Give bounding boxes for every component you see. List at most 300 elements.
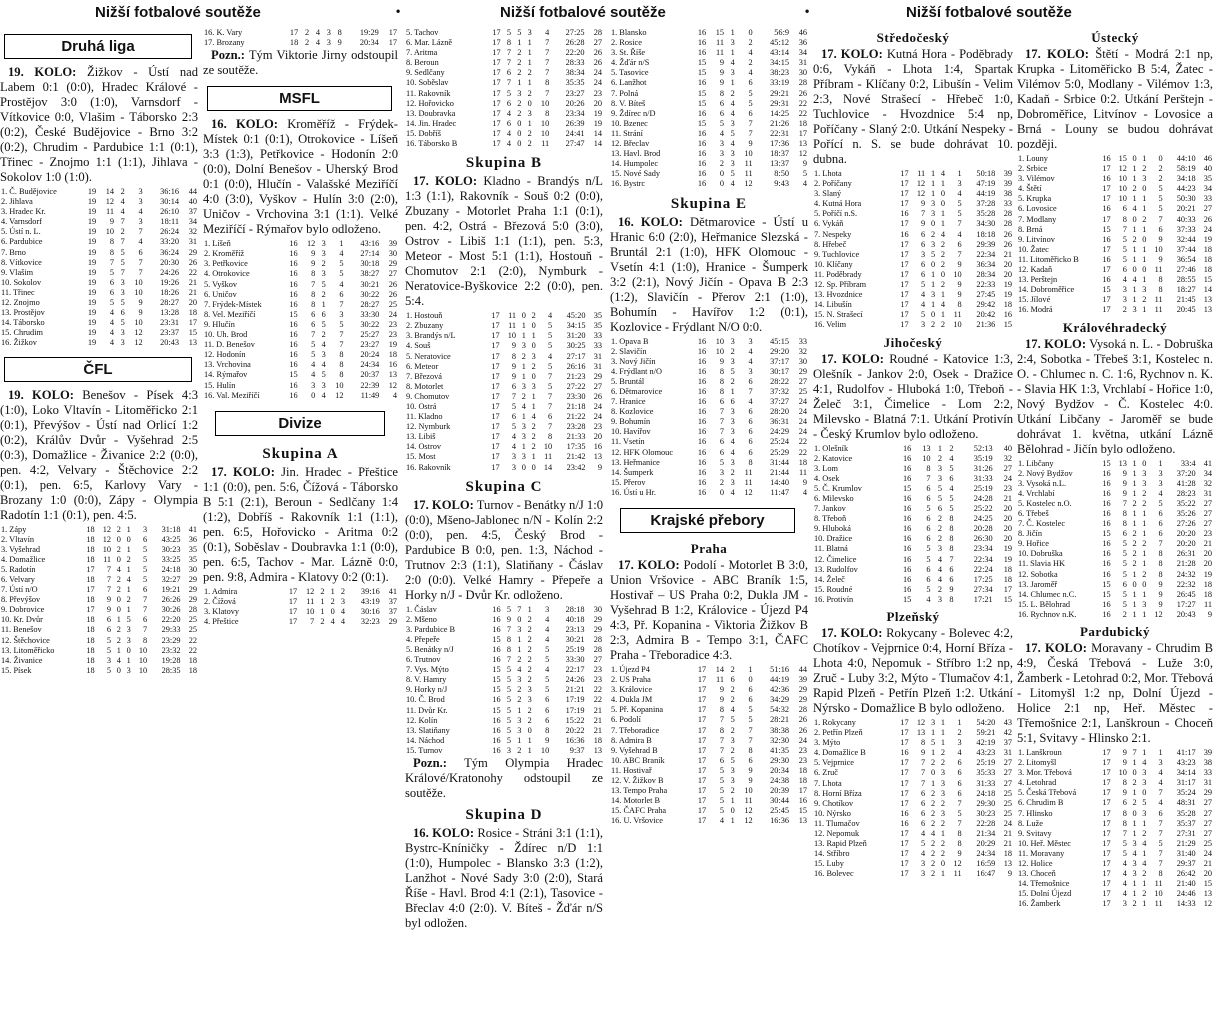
stat-cell: 33:4 <box>1180 458 1196 468</box>
stat-cell: 6 <box>545 705 550 715</box>
stat-cell: 28:21 <box>770 715 790 725</box>
stat-cell: 9 <box>719 356 725 366</box>
team-name: 10. Sokolov <box>1 277 42 287</box>
stat-cell: 6 <box>730 675 735 685</box>
stat-cell: 20 <box>1203 869 1212 879</box>
stat-cell: 10 <box>507 331 517 341</box>
stat-cell: 33 <box>593 341 602 351</box>
stat-cell: 3 <box>511 452 517 462</box>
stat-cell: 23:27 <box>565 88 585 98</box>
stat-cell: 4 <box>545 665 550 675</box>
stat-cell: 16 <box>1102 275 1111 285</box>
stat-cell: 6 <box>311 319 316 329</box>
stat-cell: 8 <box>1122 508 1127 518</box>
team-name: 14. Dobroměřice <box>1018 285 1075 295</box>
team-name: 8. Admira B <box>611 735 652 745</box>
stat-cell: 16 <box>902 534 912 544</box>
stat-cell: 1 <box>321 299 326 309</box>
table-row <box>813 219 1013 229</box>
stat-cell: 3 <box>730 407 735 417</box>
stat-cell: 15:22 <box>565 715 585 725</box>
stat-cell: 26:24 <box>160 227 180 237</box>
stat-cell: 2 <box>116 585 121 595</box>
stat-cell: 10 <box>540 128 550 138</box>
stat-cell: 17 <box>900 310 909 320</box>
divize-c-note: Pozn.: Tým Olympia Hradec Králové/Kratonohy odstoupil ze soutěže. <box>405 756 603 801</box>
stat-cell: 35:28 <box>1176 808 1196 818</box>
table-row <box>610 756 808 766</box>
stat-cell: 26 <box>593 58 602 68</box>
stat-cell: 25 <box>1003 788 1012 798</box>
table-row <box>0 328 198 338</box>
stat-cell: 3 <box>1132 859 1137 869</box>
stat-cell: 2 <box>748 38 753 48</box>
stat-cell: 7 <box>339 340 344 350</box>
stat-cell: 24 <box>388 309 397 319</box>
stat-cell: 1 <box>1142 748 1147 757</box>
stat-cell: 1 <box>940 179 946 189</box>
stat-cell: 35 <box>188 554 197 564</box>
team-name: 9. Svitavy <box>1018 828 1052 838</box>
table-row <box>1017 768 1213 778</box>
stat-cell: 8 <box>719 386 725 396</box>
stat-cell: 33:20 <box>160 237 180 247</box>
stat-cell: 5 <box>1122 234 1127 244</box>
table-row <box>405 99 603 109</box>
table-row <box>813 809 1013 819</box>
stat-cell: 6 <box>937 504 943 514</box>
team-name: 7. Frýdek-Místek <box>204 299 262 309</box>
stat-cell: 11 <box>744 159 753 169</box>
stat-cell: 17 <box>697 725 707 735</box>
stat-cell: 1 <box>126 524 131 534</box>
stat-cell: 41:28 <box>1176 478 1196 488</box>
ustecky-title: Ústecký <box>1091 30 1139 45</box>
team-name: 11. Litoměřicko B <box>1018 254 1079 264</box>
stat-cell: 29:20 <box>770 346 790 356</box>
section-title-msfl: MSFL <box>207 86 392 111</box>
stat-cell: 21 <box>593 705 602 715</box>
stat-cell: 10 <box>953 320 962 330</box>
stat-cell: 6 <box>143 615 148 625</box>
stat-cell: 1 <box>1132 788 1137 798</box>
header-dot-2: • <box>805 4 810 18</box>
table-row <box>813 789 1013 799</box>
stat-cell: 27 <box>593 38 602 48</box>
stat-cell: 8 <box>957 300 962 310</box>
stat-cell: 21:28 <box>1176 559 1196 569</box>
stat-cell: 9 <box>719 78 725 88</box>
stat-cell: 33:25 <box>161 554 181 564</box>
stat-cell: 0 <box>1132 808 1137 818</box>
stat-cell: 7 <box>339 299 344 309</box>
stat-cell: 37:27 <box>770 397 790 407</box>
stat-cell: 9 <box>1122 468 1127 478</box>
stat-cell: 9 <box>949 584 954 594</box>
stat-cell: 3 <box>521 452 526 462</box>
team-name: 12. Čimelice <box>814 554 857 564</box>
stat-cell: 4 <box>937 574 943 584</box>
stat-cell: 21 <box>1203 859 1212 869</box>
stat-cell: 23:34 <box>565 108 585 118</box>
stat-cell: 1 <box>517 705 522 715</box>
stat-cell: 4 <box>1142 859 1147 869</box>
table-row <box>405 442 603 452</box>
stat-cell: 27:34 <box>973 584 993 594</box>
stat-cell: 1 <box>1132 488 1137 498</box>
stat-cell: 16 <box>902 574 912 584</box>
stat-cell: 2 <box>1132 559 1137 569</box>
team-name: 15. Nové Sady <box>611 169 661 179</box>
team-name: 6. Pardubice <box>1 237 43 247</box>
team-name: 5. Bruntál <box>611 376 645 386</box>
stat-cell: 27 <box>1203 519 1212 529</box>
stat-cell: 12 <box>1118 164 1127 174</box>
stat-cell: 28 <box>593 634 602 644</box>
stat-cell: 5 <box>937 493 943 503</box>
stat-cell: 16 <box>697 366 707 376</box>
stat-cell: 3 <box>527 685 532 695</box>
team-name: 10. Dobruška <box>1018 549 1063 559</box>
stat-cell: 1 <box>527 745 532 755</box>
stat-cell: 20:37 <box>360 370 380 380</box>
stat-cell: 6 <box>926 534 931 544</box>
stat-cell: 23 <box>593 675 602 685</box>
stat-cell: 3 <box>930 209 936 219</box>
table-row <box>610 387 808 397</box>
team-name: 9. Hořice <box>1018 539 1049 549</box>
team-name: 6. Lovosice <box>1018 204 1057 214</box>
stat-cell: 7 <box>1158 828 1163 838</box>
divize-b-title: Skupina B <box>465 155 543 172</box>
stat-cell: 15 <box>715 28 725 37</box>
team-name: 12. V. Žižkov B <box>611 776 664 786</box>
table-row <box>1017 879 1213 889</box>
stat-cell: 6 <box>506 118 511 128</box>
table-row <box>813 199 1013 209</box>
stat-cell: 4 <box>1122 869 1127 879</box>
stat-cell: 3 <box>527 695 532 705</box>
stat-cell: 0 <box>126 645 131 655</box>
stat-cell: 30 <box>798 68 807 78</box>
stat-cell: 7 <box>949 554 954 564</box>
stat-cell: 2 <box>730 786 735 796</box>
divize-a-results: 17. KOLO: Jin. Hradec - Přeštice 1:1 (0:0), pen. 5:6, Čížová - Táborsko B 5:1 (2:1), Beroun - Sedlčany 1:4 (1:2), Dobříš - Rakovník 1:1 (1:1), pen. 6:5, Hořovicko - Aritma 0:2 (0:1), Soběslav - Doubravka 1:1 (0:0), pen. 6:5, Tachov - Mar. Lázně 0:0, pen. 9:8, Admira - Klatovy 0:2 (0:1). <box>203 464 398 584</box>
table-row <box>1017 245 1213 255</box>
stat-cell: 38:23 <box>770 68 790 78</box>
stat-cell: 8 <box>921 738 926 748</box>
table-row <box>813 595 1013 605</box>
stat-cell: 4 <box>315 28 320 37</box>
stat-cell: 26 <box>388 279 397 289</box>
table-row <box>610 488 808 498</box>
stat-cell: 17 <box>1102 818 1111 828</box>
stat-cell: 17 <box>900 778 909 788</box>
stat-cell: 0 <box>116 554 121 564</box>
stat-cell: 44:10 <box>1176 154 1196 163</box>
team-name: 8. Motorlet <box>406 381 444 391</box>
stat-cell: 15 <box>1203 879 1212 889</box>
stat-cell: 1 <box>930 169 936 178</box>
stat-cell: 1 <box>1142 305 1147 315</box>
stat-cell: 13:28 <box>160 308 180 318</box>
stat-cell: 0 <box>748 28 753 37</box>
stat-cell: 43:23 <box>1176 758 1196 768</box>
stat-cell: 1 <box>320 596 325 606</box>
stat-cell: 5 <box>126 615 131 625</box>
stat-cell: 16 <box>902 514 912 524</box>
team-name: 8. Brná <box>1018 224 1043 234</box>
stat-cell: 16 <box>1102 519 1111 529</box>
stat-cell: 38:27 <box>360 269 380 279</box>
table-row <box>610 776 808 786</box>
stat-cell: 16 <box>1102 234 1111 244</box>
stat-cell: 1 <box>940 718 946 727</box>
stat-cell: 3 <box>719 467 725 477</box>
stat-cell: 18 <box>86 544 95 554</box>
team-name: 9. Chomutov <box>406 391 450 401</box>
stat-cell: 5 <box>120 318 125 328</box>
team-name: 3. St. Říše <box>611 48 646 58</box>
stat-cell: 5 <box>802 169 807 179</box>
stat-cell: 23:34 <box>973 544 993 554</box>
stat-cell: 43 <box>1003 718 1012 727</box>
stat-cell: 44:19 <box>770 675 790 685</box>
stat-cell: 7 <box>545 58 550 68</box>
stat-cell: 15 <box>697 118 707 128</box>
stat-cell: 8 <box>548 432 553 442</box>
team-name: 13. Litoměřicko <box>1 645 55 655</box>
stat-cell: 1 <box>1142 559 1147 569</box>
stat-cell: 5 <box>730 169 735 179</box>
stat-cell: 4 <box>506 108 511 118</box>
table-row <box>813 859 1013 869</box>
table-row <box>1017 305 1213 315</box>
table-row <box>1017 529 1213 539</box>
stat-cell: 7 <box>719 407 725 417</box>
table-row <box>610 377 808 387</box>
table-row <box>203 617 398 627</box>
stat-cell: 4 <box>730 108 735 118</box>
stat-cell: 17 <box>1102 758 1111 768</box>
stat-cell: 4 <box>940 229 946 239</box>
stat-cell: 22:34 <box>976 249 996 259</box>
stat-cell: 16 <box>697 447 707 457</box>
stat-cell: 26 <box>1003 229 1012 239</box>
stat-cell: 34:29 <box>770 695 790 705</box>
stat-cell: 3 <box>730 776 735 786</box>
stat-cell: 2 <box>531 422 536 432</box>
stat-cell: 16 <box>1102 559 1111 569</box>
praha-results: 17. KOLO: Podolí - Motorlet B 3:0, Union Vršovice - ABC Braník 1:5, Hostivař – US Praha 0:2, Dukla JM - Vyšehrad B 1:2, Královice - Újezd P4 4:3, Př. Kopanina - Viktoria Žižkov B 2:3, Admira B - Tempo 3:1, ČAFC Praha - Třeboradice 4:3. <box>610 558 808 662</box>
team-name: 8. Vítkovice <box>1 257 42 267</box>
stat-cell: 5 <box>1122 539 1127 549</box>
stat-cell: 33 <box>1203 768 1212 778</box>
stat-cell: 8 <box>949 544 954 554</box>
team-name: 5. Vyškov <box>204 279 238 289</box>
stat-cell: 7 <box>138 227 143 237</box>
stat-cell: 16 <box>289 239 298 249</box>
stat-cell: 32:44 <box>1176 234 1196 244</box>
stat-cell: 1 <box>930 300 936 310</box>
team-name: 1. Libčany <box>1018 458 1054 468</box>
stat-cell: 8 <box>1122 519 1127 529</box>
table-row <box>405 635 603 645</box>
table-row <box>610 48 808 58</box>
stat-cell: 1 <box>521 361 526 371</box>
team-name: 16. Protivín <box>814 594 854 604</box>
stat-cell: 11 <box>1154 305 1163 315</box>
stat-cell: 19 <box>593 118 602 128</box>
stat-cell: 2 <box>304 28 310 37</box>
stat-cell: 29 <box>188 247 197 257</box>
stat-cell: 2 <box>930 798 936 808</box>
stat-cell: 3 <box>730 427 735 437</box>
stat-cell: 17 <box>492 48 501 58</box>
kralovehradecky-title: Královéhradecký <box>1062 319 1168 335</box>
table-row <box>813 738 1013 748</box>
stat-cell: 6 <box>106 625 112 635</box>
stat-cell: 11 <box>744 796 753 806</box>
header-title-2: Nižší fotbalové soutěže <box>500 4 666 21</box>
stat-cell: 17 <box>86 564 95 574</box>
stat-cell: 44:23 <box>1176 184 1196 194</box>
stat-cell: 5 <box>506 725 511 735</box>
table-row <box>813 799 1013 809</box>
team-name: 10. Kr. Dvůr <box>1 615 43 625</box>
stat-cell: 5 <box>926 584 931 594</box>
stat-cell: 7 <box>957 798 962 808</box>
stat-cell: 17 <box>900 738 909 748</box>
team-name: 3. Brandýs n/L <box>406 331 456 341</box>
table-row <box>0 615 198 625</box>
stat-cell: 1 <box>940 310 946 320</box>
table-row <box>203 587 398 597</box>
stat-cell: 5 <box>339 269 344 279</box>
stat-cell: 0 <box>748 675 753 685</box>
stat-cell: 4 <box>545 28 550 37</box>
team-name: 5. Česká Třebová <box>1018 788 1077 798</box>
stat-cell: 6 <box>506 68 511 78</box>
table-row <box>813 829 1013 839</box>
stat-cell: 21:22 <box>566 412 586 422</box>
team-name: 5. Př. Kopanina <box>611 705 664 715</box>
team-name: 7. Ústí n/O <box>1 585 38 595</box>
stat-cell: 3 <box>957 738 962 748</box>
stat-cell: 17 <box>1102 305 1111 315</box>
stat-cell: 17 <box>900 320 909 330</box>
stat-cell: 0 <box>527 98 532 108</box>
table-row <box>1017 459 1213 469</box>
stat-cell: 2 <box>1142 889 1147 899</box>
column-2 <box>203 28 398 627</box>
table-row <box>813 454 1013 464</box>
stat-cell: 16 <box>492 624 501 634</box>
stat-cell: 4 <box>730 447 735 457</box>
stat-cell: 28:20 <box>770 407 790 417</box>
stat-cell: 2 <box>521 391 526 401</box>
stat-cell: 1 <box>1132 174 1137 184</box>
table-row <box>405 625 603 635</box>
stat-cell: 21 <box>188 277 197 287</box>
stat-cell: 17 <box>491 321 500 331</box>
stat-cell: 29 <box>798 695 807 705</box>
stat-cell: 36:24 <box>160 247 180 257</box>
stat-cell: 16 <box>902 524 912 534</box>
stat-cell: 0 <box>1132 154 1137 163</box>
team-name: 14. Šumperk <box>611 467 654 477</box>
stat-cell: 11 <box>917 169 926 178</box>
stat-cell: 11 <box>744 467 753 477</box>
stat-cell: 7 <box>921 778 926 788</box>
stat-cell: 16 <box>697 159 707 169</box>
stat-cell: 22:20 <box>565 48 585 58</box>
stat-cell: 2 <box>940 249 946 259</box>
stat-cell: 35 <box>593 321 602 331</box>
stat-cell: 0 <box>719 169 725 179</box>
stat-cell: 8 <box>545 725 550 735</box>
stat-cell: 1 <box>1142 519 1147 529</box>
team-name: 6. Milevsko <box>814 493 854 503</box>
stat-cell: 7 <box>138 257 143 267</box>
stat-cell: 15 <box>492 665 501 675</box>
team-name: 11. Kladno <box>406 412 443 422</box>
stat-cell: 2 <box>527 88 532 98</box>
stat-cell: 11 <box>716 48 725 58</box>
stat-cell: 30 <box>798 356 807 366</box>
team-name: 3. Mýto <box>814 738 841 748</box>
stat-cell: 15 <box>1102 579 1111 589</box>
stat-cell: 4 <box>937 554 943 564</box>
stat-cell: 25:22 <box>973 504 993 514</box>
divize-a-table-cont <box>405 28 603 149</box>
cfl-table <box>0 525 198 676</box>
stat-cell: 17 <box>697 715 707 725</box>
stat-cell: 4 <box>1132 275 1137 285</box>
stat-cell: 12 <box>305 586 315 596</box>
stat-cell: 5 <box>120 298 125 308</box>
stat-cell: 8 <box>143 635 148 645</box>
stat-cell: 16 <box>492 614 501 624</box>
stat-cell: 23:32 <box>161 645 181 655</box>
stat-cell: 32 <box>188 227 197 237</box>
stat-cell: 10 <box>134 318 143 328</box>
team-name: 14. Želeč <box>814 574 845 584</box>
stat-cell: 19 <box>593 108 602 118</box>
stat-cell: 5 <box>719 806 725 816</box>
table-row <box>610 407 808 417</box>
stat-cell: 12 <box>798 149 807 159</box>
team-name: 15. Chrudim <box>1 328 43 338</box>
stat-cell: 20 <box>593 432 602 442</box>
stat-cell: 23:42 <box>566 462 586 472</box>
stat-cell: 16 <box>492 735 501 745</box>
stat-cell: 1 <box>730 816 735 826</box>
stat-cell: 15 <box>1003 320 1012 330</box>
stat-cell: 3 <box>730 477 735 487</box>
stat-cell: 16 <box>1102 539 1111 549</box>
stat-cell: 21:23 <box>566 371 586 381</box>
table-row <box>203 38 398 48</box>
team-name: 11. Tlumačov <box>814 818 860 828</box>
table-row <box>1017 295 1213 305</box>
stat-cell: 18 <box>798 765 807 775</box>
stat-cell: 5 <box>719 786 725 796</box>
stat-cell: 11 <box>106 207 115 217</box>
stat-cell: 8 <box>1122 778 1127 788</box>
stat-cell: 16 <box>1102 508 1111 518</box>
stat-cell: 25:19 <box>976 758 996 768</box>
